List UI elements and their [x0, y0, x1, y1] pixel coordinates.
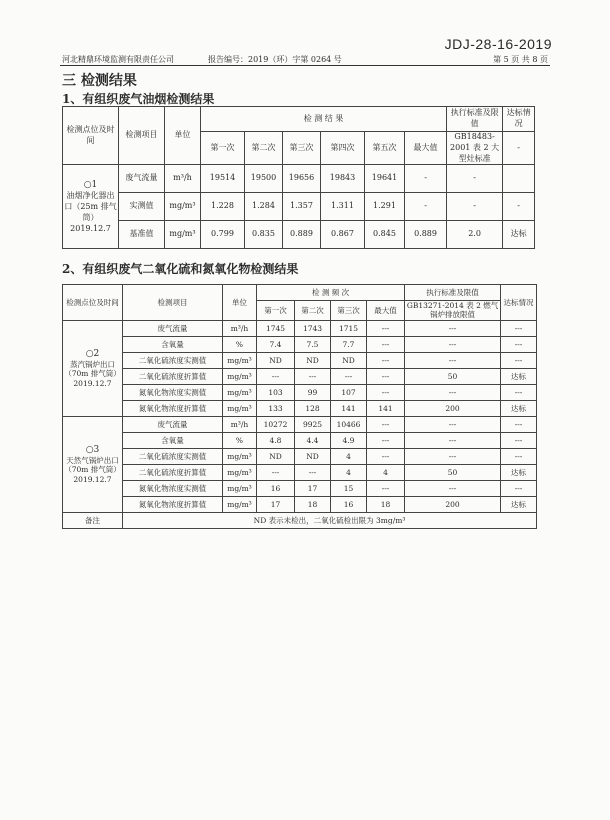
- t2-value: 99: [295, 384, 331, 400]
- header-rule: [60, 65, 550, 66]
- t2-max: ---: [367, 432, 405, 448]
- t2-value: 141: [331, 400, 367, 416]
- t2-item: 含氧量: [123, 336, 223, 352]
- t1-limit: 2.0: [447, 221, 503, 249]
- t2-value: 1743: [295, 320, 331, 336]
- t2-unit: mg/m³: [223, 384, 257, 400]
- t1-header-compliance: 达标情况: [503, 107, 535, 132]
- t2-value: 7.5: [295, 336, 331, 352]
- t1-limit: -: [447, 165, 503, 193]
- table1-title: 1、有组织废气油烟检测结果: [62, 92, 215, 106]
- section-title: 三 检测结果: [62, 73, 137, 89]
- t2-unit: %: [223, 432, 257, 448]
- t1-value: 19843: [321, 165, 365, 193]
- t1-value: 0.799: [201, 221, 245, 249]
- t2-location-symbol: ○2: [85, 348, 100, 359]
- t2-limit: ---: [405, 320, 501, 336]
- t2-value: 17: [295, 480, 331, 496]
- t2-unit: m³/h: [223, 416, 257, 432]
- t2-location-symbol: ○3: [85, 444, 100, 455]
- company-name: 河北精鼎环境监测有限责任公司: [62, 55, 174, 64]
- t1-location-date: 2019.12.7: [70, 223, 111, 233]
- t2-value: ---: [331, 368, 367, 384]
- t2-max: 4: [367, 464, 405, 480]
- t2-unit: %: [223, 336, 257, 352]
- t2-location-date: 2019.12.7: [73, 378, 112, 388]
- t2-unit: mg/m³: [223, 352, 257, 368]
- t2-location-text: 天然气锅炉出口（70m 排气筒）: [64, 455, 121, 475]
- t1-value: 19656: [283, 165, 321, 193]
- t1-limit: -: [447, 193, 503, 221]
- t2-value: 18: [295, 496, 331, 512]
- t1-header-run-3: 第三次: [283, 132, 321, 165]
- so2-nox-table: [62, 284, 537, 529]
- t2-value: 16: [331, 496, 367, 512]
- t1-unit: mg/m³: [165, 221, 201, 249]
- t2-limit: ---: [405, 384, 501, 400]
- t1-header-run-4: 第四次: [321, 132, 365, 165]
- t2-limit: ---: [405, 352, 501, 368]
- t2-unit: mg/m³: [223, 464, 257, 480]
- doc-code: JDJ-28-16-2019: [444, 36, 552, 52]
- t2-compliance: ---: [501, 416, 537, 432]
- t2-max: 18: [367, 496, 405, 512]
- t2-value: 10272: [257, 416, 295, 432]
- t1-item: 废气流量: [119, 165, 165, 193]
- t2-compliance: ---: [501, 480, 537, 496]
- t2-limit: ---: [405, 432, 501, 448]
- t2-unit: mg/m³: [223, 496, 257, 512]
- t2-value: ---: [257, 464, 295, 480]
- t2-value: 4: [331, 448, 367, 464]
- t2-limit: ---: [405, 480, 501, 496]
- t2-value: 1715: [331, 320, 367, 336]
- t1-compliance-dash: -: [503, 132, 535, 165]
- t2-value: 15: [331, 480, 367, 496]
- t2-limit: ---: [405, 336, 501, 352]
- t2-standard-name: GB13271-2014 表 2 燃气锅炉排放限值: [405, 301, 501, 321]
- t2-compliance: ---: [501, 448, 537, 464]
- t2-header-unit: 单位: [223, 285, 257, 321]
- t2-value: 4.4: [295, 432, 331, 448]
- t2-header-compliance: 达标情况: [501, 285, 537, 321]
- t2-limit: 200: [405, 400, 501, 416]
- t2-item: 氮氧化物浓度折算值: [123, 496, 223, 512]
- t1-unit: mg/m³: [165, 193, 201, 221]
- t1-value: 0.845: [365, 221, 405, 249]
- t1-value: 19514: [201, 165, 245, 193]
- t2-value: 1745: [257, 320, 295, 336]
- t2-limit: ---: [405, 416, 501, 432]
- t1-standard-name: GB18483-2001 表 2 大型灶标准: [447, 132, 503, 165]
- t1-compliance: 达标: [503, 221, 535, 249]
- t2-compliance: 达标: [501, 464, 537, 480]
- t1-header-run-1: 第一次: [201, 132, 245, 165]
- report-number: 报告编号：2019（环）字第 0264 号: [208, 55, 342, 64]
- t2-location-cell: [63, 320, 123, 416]
- t2-limit: 50: [405, 368, 501, 384]
- t1-max: 0.889: [405, 221, 447, 249]
- t2-location-text: 蒸汽锅炉出口（70m 排气筒）: [64, 359, 121, 379]
- t1-item: 基准值: [119, 221, 165, 249]
- t2-compliance: 达标: [501, 496, 537, 512]
- t2-value: 4: [331, 464, 367, 480]
- t2-compliance: ---: [501, 384, 537, 400]
- t2-location-date: 2019.12.7: [73, 474, 112, 484]
- t2-value: 10466: [331, 416, 367, 432]
- t2-value: 17: [257, 496, 295, 512]
- t2-max: 141: [367, 400, 405, 416]
- t1-header-run-2: 第二次: [245, 132, 283, 165]
- t2-header-max: 最大值: [367, 301, 405, 321]
- t2-max: ---: [367, 448, 405, 464]
- t2-unit: mg/m³: [223, 368, 257, 384]
- t2-value: 128: [295, 400, 331, 416]
- t1-unit: m³/h: [165, 165, 201, 193]
- t2-header-freq: 检 测 频 次: [257, 285, 405, 301]
- t1-value: 19500: [245, 165, 283, 193]
- t2-max: ---: [367, 336, 405, 352]
- t2-compliance: ---: [501, 320, 537, 336]
- t1-max: -: [405, 193, 447, 221]
- t1-header-max: 最大值: [405, 132, 447, 165]
- t1-max: -: [405, 165, 447, 193]
- t2-item: 二氧化硫浓度实测值: [123, 448, 223, 464]
- t2-value: 133: [257, 400, 295, 416]
- t2-value: ---: [295, 464, 331, 480]
- t2-compliance: ---: [501, 432, 537, 448]
- t1-value: 1.357: [283, 193, 321, 221]
- t2-value: ---: [295, 368, 331, 384]
- t2-value: 7.7: [331, 336, 367, 352]
- t2-header-run-2: 第二次: [295, 301, 331, 321]
- t2-value: ND: [257, 448, 295, 464]
- t2-value: ND: [295, 352, 331, 368]
- t2-item: 氮氧化物浓度实测值: [123, 480, 223, 496]
- t2-value: 16: [257, 480, 295, 496]
- t2-value: ND: [331, 352, 367, 368]
- page-number: 第 5 页 共 8 页: [493, 55, 548, 64]
- t1-compliance: -: [503, 193, 535, 221]
- t2-header-run-3: 第三次: [331, 301, 367, 321]
- oil-fume-table: [62, 106, 535, 249]
- t2-item: 氮氧化物浓度折算值: [123, 400, 223, 416]
- t2-unit: mg/m³: [223, 448, 257, 464]
- t2-compliance: ---: [501, 336, 537, 352]
- t2-max: ---: [367, 384, 405, 400]
- t1-item: 实测值: [119, 193, 165, 221]
- t1-value: 19641: [365, 165, 405, 193]
- t2-value: ---: [257, 368, 295, 384]
- t2-location-cell: [63, 416, 123, 512]
- t1-header-run-5: 第五次: [365, 132, 405, 165]
- t2-remark-label: 备注: [63, 512, 123, 528]
- t2-item: 废气流量: [123, 320, 223, 336]
- t1-value: 1.284: [245, 193, 283, 221]
- t2-remark-text: ND 表示未检出，二氧化硫检出限为 3mg/m³: [123, 512, 537, 528]
- t2-compliance: ---: [501, 352, 537, 368]
- t2-value: 4.9: [331, 432, 367, 448]
- t2-item: 含氧量: [123, 432, 223, 448]
- t2-value: ND: [295, 448, 331, 464]
- t2-unit: mg/m³: [223, 480, 257, 496]
- t1-header-results: 检 测 结 果: [201, 107, 447, 132]
- t2-value: 103: [257, 384, 295, 400]
- t1-compliance: [503, 165, 535, 193]
- t2-header-location: 检测点位及时间: [63, 285, 123, 321]
- t2-header-run-1: 第一次: [257, 301, 295, 321]
- t2-max: ---: [367, 320, 405, 336]
- t1-value: 0.867: [321, 221, 365, 249]
- t2-value: 7.4: [257, 336, 295, 352]
- t2-value: 4.8: [257, 432, 295, 448]
- t1-value: 1.228: [201, 193, 245, 221]
- t2-item: 二氧化硫浓度折算值: [123, 464, 223, 480]
- t2-unit: mg/m³: [223, 400, 257, 416]
- t2-limit: ---: [405, 448, 501, 464]
- t1-value: 1.291: [365, 193, 405, 221]
- t1-header-location: 检测点位及时间: [63, 107, 119, 165]
- t2-item: 氮氧化物浓度实测值: [123, 384, 223, 400]
- t2-max: ---: [367, 416, 405, 432]
- t2-max: ---: [367, 368, 405, 384]
- t1-value: 1.311: [321, 193, 365, 221]
- t1-location-symbol: ○1: [83, 180, 98, 191]
- t2-limit: 50: [405, 464, 501, 480]
- t2-item: 废气流量: [123, 416, 223, 432]
- t2-max: ---: [367, 480, 405, 496]
- t1-value: 0.835: [245, 221, 283, 249]
- t1-location-cell: [63, 165, 119, 249]
- t1-header-unit: 单位: [165, 107, 201, 165]
- t2-value: ND: [257, 352, 295, 368]
- t2-max: ---: [367, 352, 405, 368]
- t2-value: 9925: [295, 416, 331, 432]
- t2-item: 二氧化硫浓度折算值: [123, 368, 223, 384]
- t1-header-standard: 执行标准及限值: [447, 107, 503, 132]
- t2-item: 二氧化硫浓度实测值: [123, 352, 223, 368]
- t2-limit: 200: [405, 496, 501, 512]
- t1-header-item: 检测项目: [119, 107, 165, 165]
- t2-header-standard: 执行标准及限值: [405, 285, 501, 301]
- t2-unit: m³/h: [223, 320, 257, 336]
- t2-compliance: 达标: [501, 368, 537, 384]
- t2-header-item: 检测项目: [123, 285, 223, 321]
- table2-title: 2、有组织废气二氧化硫和氮氧化物检测结果: [62, 262, 299, 276]
- t1-location-text: 油烟净化器出口（25m 排气筒）: [64, 191, 117, 222]
- t1-value: 0.889: [283, 221, 321, 249]
- t2-value: 107: [331, 384, 367, 400]
- t2-compliance: 达标: [501, 400, 537, 416]
